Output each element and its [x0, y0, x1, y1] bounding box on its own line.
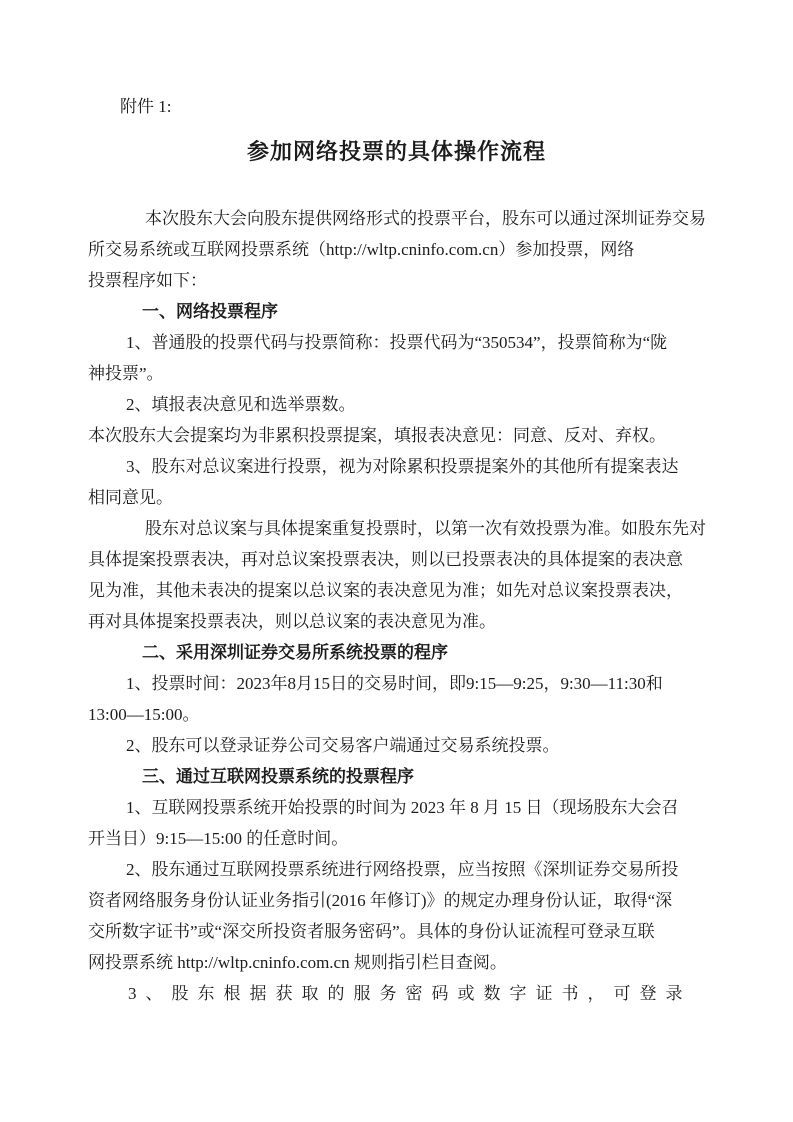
text-line: 2、股东通过互联网投票系统进行网络投票，应当按照《深圳证券交易所投 [126, 860, 679, 879]
text-line: 2、股东可以登录证券公司交易客户端通过交易系统投票。 [126, 736, 560, 755]
text-line: 1、普通股的投票代码与投票简称：投票代码为“350534”，投票简称为“陇 [126, 333, 668, 352]
text-line: 3、股东对总议案进行投票，视为对除累积投票提案外的其他所有提案表达 [126, 457, 679, 476]
text-line: 见为准，其他未表决的提案以总议案的表决意见为准；如先对总议案投票表决， [88, 581, 683, 600]
attachment-label: 附件 1: [120, 97, 172, 116]
text-line: 本次股东大会向股东提供网络形式的投票平台，股东可以通过深圳证券交易 [145, 209, 706, 228]
text-line: 相同意见。 [88, 488, 173, 507]
text-line: 1、互联网投票系统开始投票的时间为 2023 年 8 月 15 日（现场股东大会召 [126, 798, 679, 817]
text-line: 交所数字证书”或“深交所投资者服务密码”。具体的身份认证流程可登录互联 [88, 922, 655, 941]
text-line: 具体提案投票表决，再对总议案投票表决，则以已投票表决的具体提案的表决意 [88, 550, 683, 569]
text-line: 二、采用深圳证券交易所系统投票的程序 [142, 643, 448, 662]
document-body [88, 203, 704, 1009]
text-line: 3、股东根据获取的服务密码或数字证书，可登录 [128, 984, 692, 1003]
text-line: 一、网络投票程序 [142, 302, 278, 321]
text-line: 1、投票时间：2023年8月15日的交易时间，即9:15—9:25，9:30—11:30和 [126, 674, 663, 693]
text-line: 资者网络服务身份认证业务指引(2016 年修订)》的规定办理身份认证，取得“深 [88, 891, 673, 910]
text-line: 所交易系统或互联网投票系统（http://wltp.cninfo.com.cn）参加投票，网络 [88, 240, 635, 259]
text-line: 投票程序如下： [88, 271, 207, 290]
text-line: 股东对总议案与具体提案重复投票时，以第一次有效投票为准。如股东先对 [145, 519, 706, 538]
text-line: 开当日）9:15—15:00 的任意时间。 [88, 829, 349, 848]
text-line: 三、通过互联网投票系统的投票程序 [142, 767, 414, 786]
text-line: 13:00—15:00。 [88, 705, 200, 724]
text-line: 神投票”。 [88, 364, 164, 383]
document-title: 参加网络投票的具体操作流程 [246, 139, 546, 164]
text-line: 本次股东大会提案均为非累积投票提案，填报表决意见：同意、反对、弃权。 [88, 426, 666, 445]
text-line: 网投票系统 http://wltp.cninfo.com.cn 规则指引栏目查阅。 [88, 953, 507, 972]
text-line: 2、填报表决意见和选举票数。 [126, 395, 356, 414]
text-line: 再对具体提案投票表决，则以总议案的表决意见为准。 [88, 612, 496, 631]
